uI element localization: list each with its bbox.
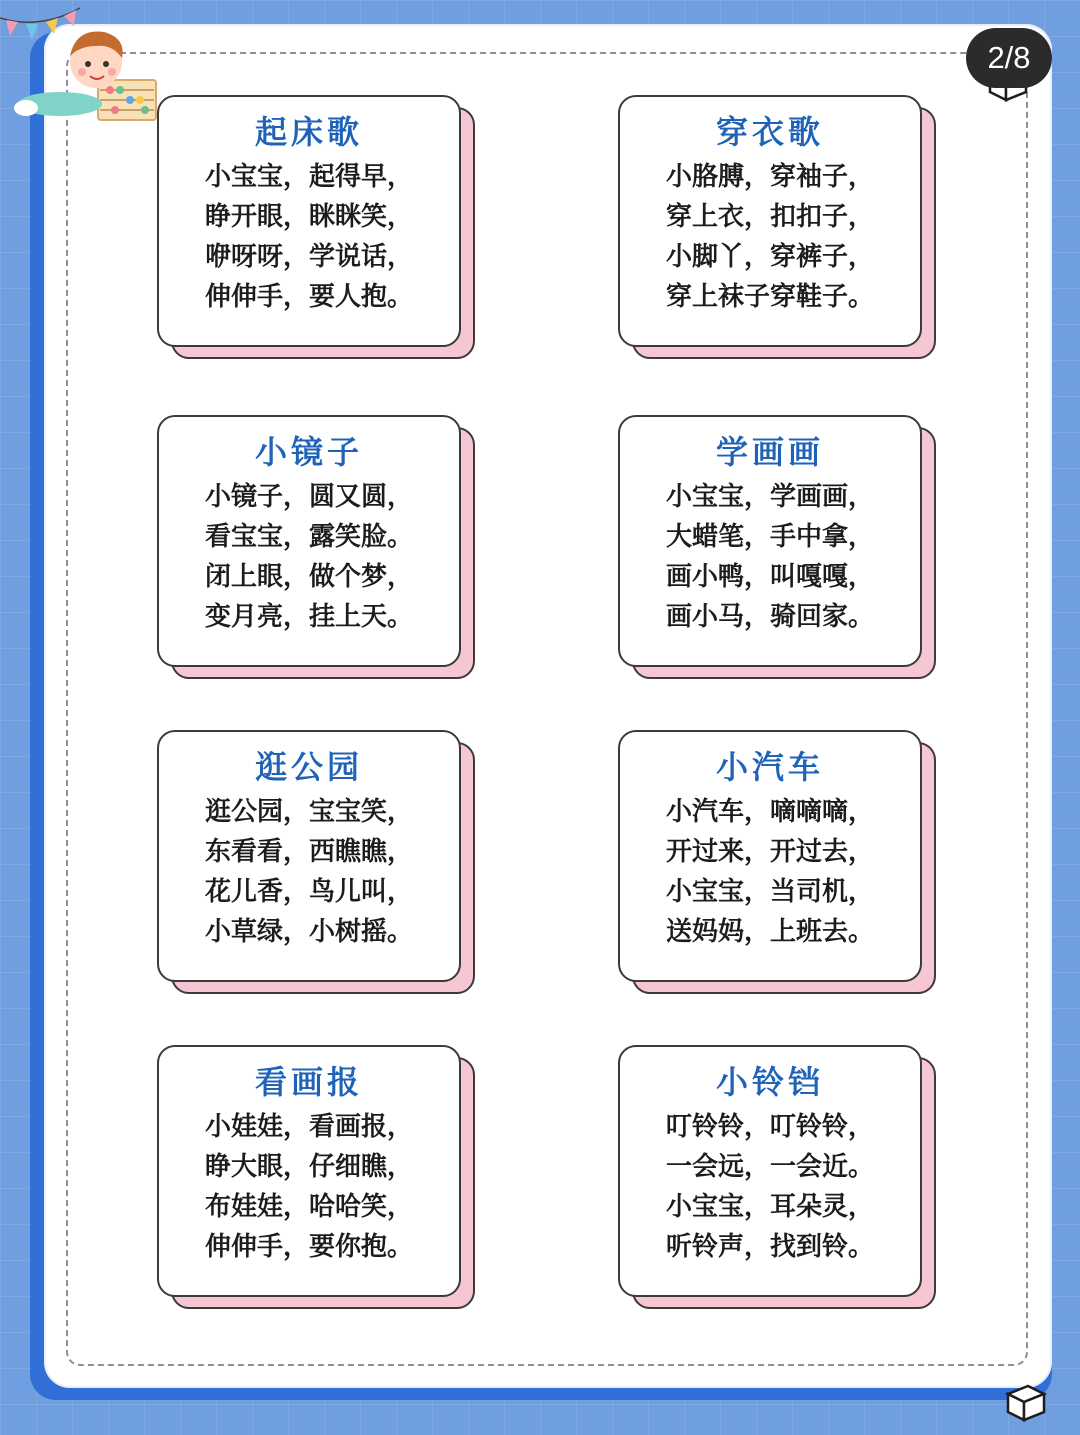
card-lines	[205, 792, 413, 952]
rhyme-card-2	[618, 95, 936, 359]
page-counter: 2/8	[966, 28, 1052, 88]
card-line: 变月亮，挂上天。	[204, 602, 413, 632]
card-line: 布娃娃，哈哈笑，	[204, 1192, 413, 1222]
card-line: 送妈妈，上班去。	[665, 917, 874, 947]
card-face	[618, 730, 922, 982]
card-line: 伸伸手，要你抱。	[204, 1232, 413, 1262]
card-lines	[205, 1107, 413, 1267]
card-line: 花儿香，鸟儿叫，	[204, 877, 413, 907]
card-line: 小宝宝，学画画，	[665, 482, 874, 512]
card-line: 小汽车，嘀嘀嘀，	[665, 797, 874, 827]
card-title: 看画报	[254, 1063, 363, 1101]
card-lines	[666, 1107, 874, 1267]
bunting-flags-icon	[0, 8, 80, 40]
card-lines	[205, 477, 413, 637]
card-line: 画小鸭，叫嘎嘎，	[665, 562, 874, 592]
rhyme-card-8	[618, 1045, 936, 1309]
card-line: 睁大眼，仔细瞧，	[204, 1152, 413, 1182]
card-face	[618, 415, 922, 667]
card-line: 看宝宝，露笑脸。	[204, 522, 413, 552]
card-line: 画小马，骑回家。	[665, 602, 874, 632]
card-lines	[205, 157, 413, 317]
rhyme-card-3	[157, 415, 475, 679]
card-face	[618, 1045, 922, 1297]
card-line: 闭上眼，做个梦，	[204, 562, 413, 592]
card-line: 开过来，开过去，	[665, 837, 874, 867]
card-title: 小镜子	[254, 433, 363, 471]
card-line: 大蜡笔，手中拿，	[665, 522, 874, 552]
card-line: 穿上袜子穿鞋子。	[665, 282, 874, 312]
card-title: 小汽车	[715, 748, 824, 786]
card-face	[157, 1045, 461, 1297]
card-line: 伸伸手，要人抱。	[204, 282, 413, 312]
card-face	[157, 730, 461, 982]
rhyme-card-7	[157, 1045, 475, 1309]
card-face	[157, 95, 461, 347]
card-lines	[666, 157, 874, 317]
card-line: 小草绿，小树摇。	[204, 917, 413, 947]
card-line: 咿呀呀，学说话，	[204, 242, 413, 272]
card-line: 逛公园，宝宝笑，	[204, 797, 413, 827]
rhyme-card-4	[618, 415, 936, 679]
card-face	[618, 95, 922, 347]
card-line: 小胳膊，穿袖子，	[665, 162, 874, 192]
card-line: 穿上衣，扣扣子，	[665, 202, 874, 232]
card-title: 逛公园	[254, 748, 363, 786]
baby-illustration-icon	[0, 0, 170, 130]
card-title: 学画画	[715, 433, 824, 471]
card-line: 小宝宝，当司机，	[665, 877, 874, 907]
card-line: 睁开眼，眯眯笑，	[204, 202, 413, 232]
card-title: 穿衣歌	[715, 113, 824, 151]
card-line: 东看看，西瞧瞧，	[204, 837, 413, 867]
card-title: 小铃铛	[715, 1063, 824, 1101]
rhyme-card-6	[618, 730, 936, 994]
cube-corner-icon	[1002, 1382, 1050, 1426]
rhyme-card-1	[157, 95, 475, 359]
card-line: 一会远，一会近。	[665, 1152, 874, 1182]
card-line: 小娃娃，看画报，	[204, 1112, 413, 1142]
card-line: 小脚丫，穿裤子，	[665, 242, 874, 272]
card-lines	[666, 792, 874, 952]
card-line: 小宝宝，起得早，	[204, 162, 413, 192]
card-line: 叮铃铃，叮铃铃，	[665, 1112, 874, 1142]
card-lines	[666, 477, 874, 637]
card-line: 听铃声，找到铃。	[665, 1232, 874, 1262]
card-line: 小宝宝，耳朵灵，	[665, 1192, 874, 1222]
rhyme-card-5	[157, 730, 475, 994]
card-face	[157, 415, 461, 667]
card-title: 起床歌	[254, 113, 363, 151]
abacus-icon	[98, 80, 156, 120]
card-line: 小镜子，圆又圆，	[204, 482, 413, 512]
